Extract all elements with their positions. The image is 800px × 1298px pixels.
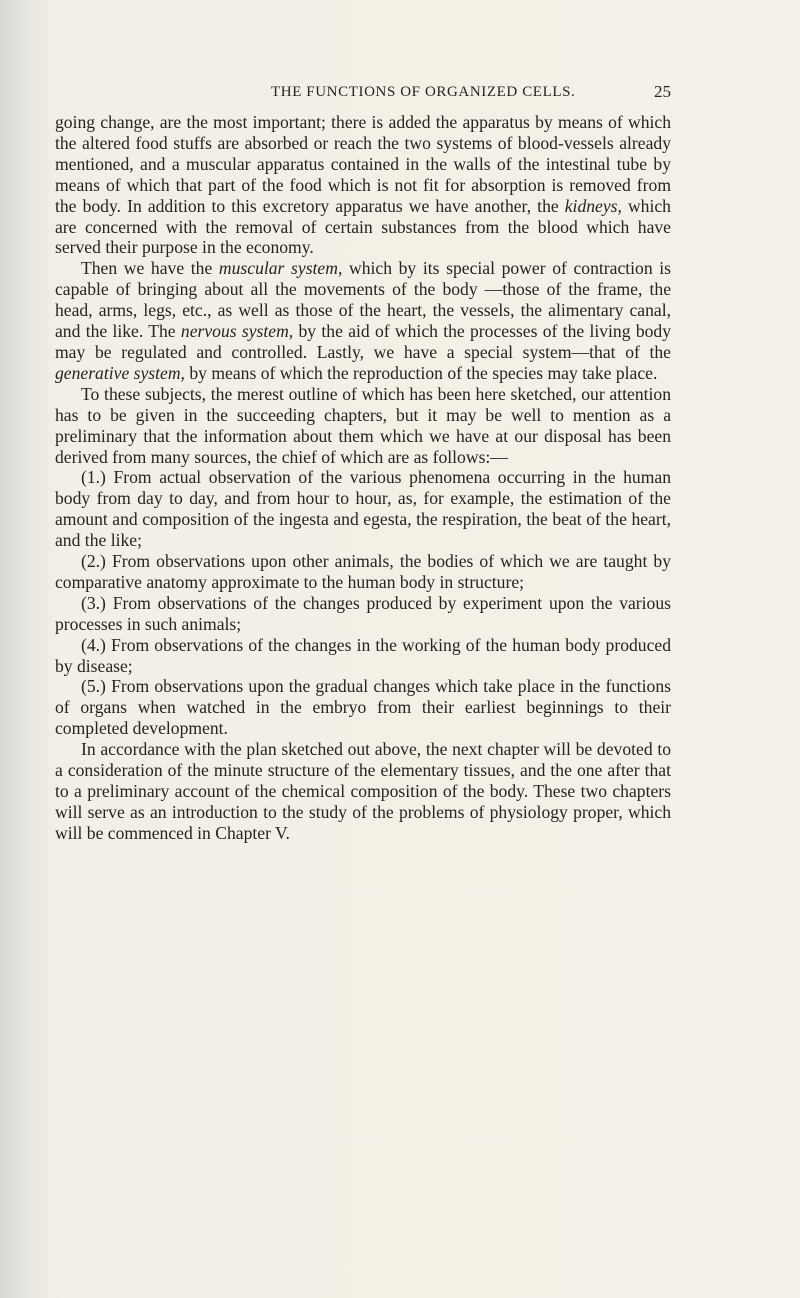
paragraph-2-text-c: by the aid of which the processes of the living body may be regulated and controlled. Lastly, we have a special system—that of the: [55, 321, 672, 362]
list-item-1: (1.) From actual observation of the various phenomena occurring in the human body from day to day, and from hour to hour, as, for example, the estimation of the amount and composition of the ingesta and egesta, the respiration, the beat of the heart, and the like;: [55, 467, 671, 551]
page-number: 25: [654, 82, 671, 101]
list-item-4: (4.) From observations of the changes in the working of the human body produced by disease;: [55, 634, 671, 676]
paragraph-2-text-b: which by its special power of contraction is capable of bringing about all the movements of the body —those of the frame, the head, arms, legs, etc., as well as those of the heart, the vessels, the alimentary canal, and the like. The: [55, 258, 671, 342]
running-header: THE FUNCTIONS OF ORGANIZED CELLS.: [271, 84, 576, 100]
body-text: [55, 112, 671, 844]
paragraph-1-text-a: going change, are the most important; there is added the apparatus by means of which the altered food stuffs are absorbed or reach the two systems of blood-vessels already mentioned, and a muscular apparatus contained in the walls of the intestinal tube by means of which that part of the food which is not fit for absorption is removed from the body. In addition to this excretory apparatus we have another, the: [55, 112, 671, 216]
paragraph-2: [55, 258, 671, 383]
term-generative-system: generative system,: [55, 362, 185, 383]
term-nervous-system: nervous system,: [180, 321, 294, 342]
paragraph-2-text-a: Then we have the: [81, 258, 219, 279]
list-item-5: (5.) From observations upon the gradual changes which take place in the functions of organs when watched in the embryo from their earliest beginnings to their completed development.: [55, 676, 671, 739]
paragraph-2-text-d: by means of which the reproduction of the species may take place.: [184, 362, 658, 383]
term-muscular-system: muscular system,: [218, 258, 343, 279]
paragraph-1: [55, 112, 671, 258]
paragraph-final: In accordance with the plan sketched out above, the next chapter will be devoted to a consideration of the minute structure of the elementary tissues, and the one after that to a preliminary account of the chemical composition of the body. These two chapters will serve as an introduction to the study of the problems of physiology proper, which will be commenced in Chapter V.: [55, 739, 671, 843]
list-item-3: (3.) From observations of the changes produced by experiment upon the various processes in such animals;: [55, 592, 671, 634]
paragraph-3: To these subjects, the merest outline of which has been here sketched, our attention has to be given in the succeeding chapters, but it may be well to mention as a preliminary that the information about them which we have at our disposal has been derived from many sources, the chief of which are as follows:—: [55, 383, 671, 467]
paragraph-1-text-b: which are concerned with the removal of certain substances from the blood which have served their purpose in the economy.: [55, 195, 671, 258]
list-item-2: (2.) From observations upon other animals, the bodies of which we are taught by comparative anatomy approximate to the human body in structure;: [55, 551, 671, 592]
term-kidneys: kidneys,: [564, 195, 622, 216]
